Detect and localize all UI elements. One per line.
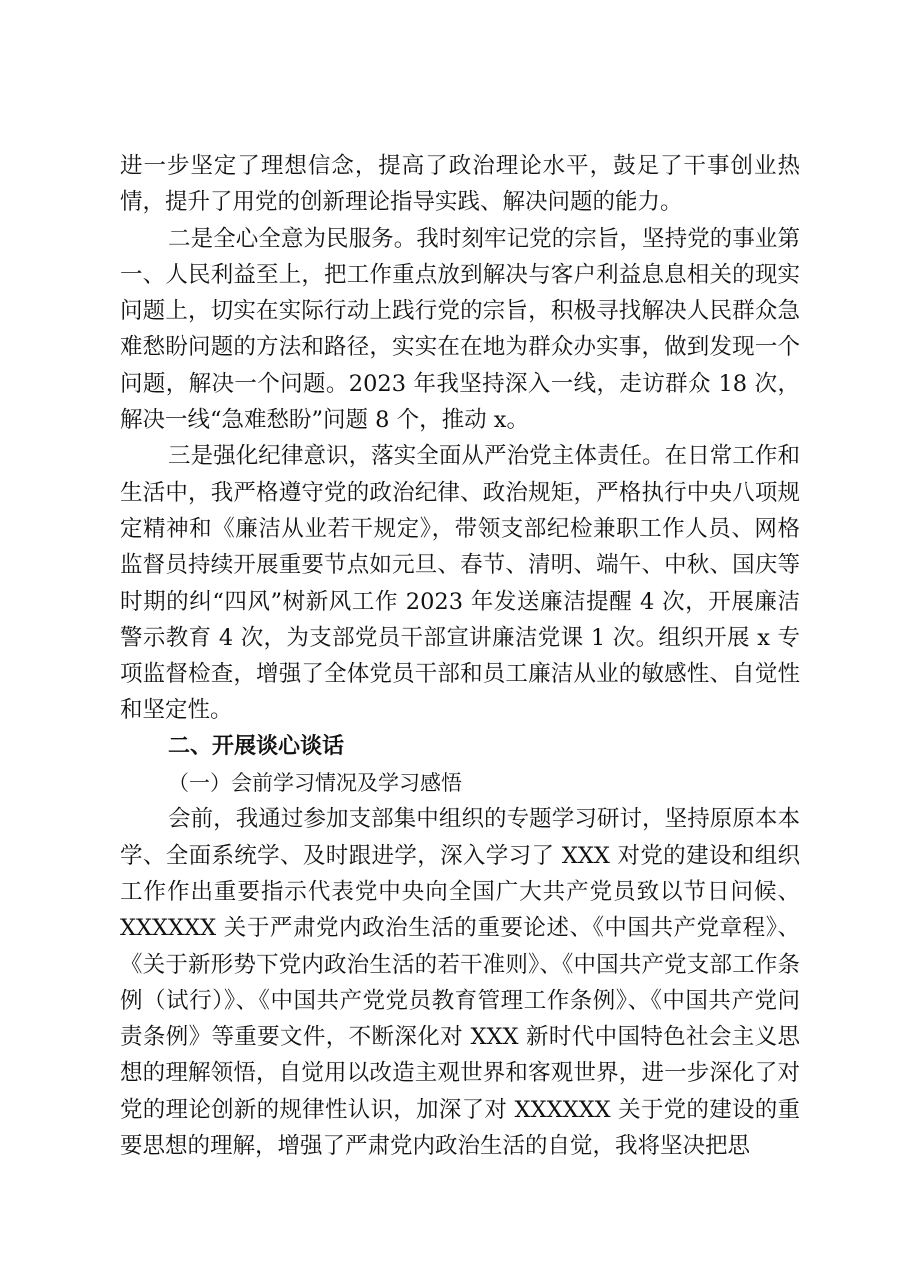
subsection-heading: （一）会前学习情况及学习感悟	[168, 771, 462, 796]
section-heading: 二、开展谈心谈话	[168, 733, 345, 759]
document-body	[120, 148, 800, 1164]
body-paragraph: 三是强化纪律意识，落实全面从严治党主体责任。在日常工作和生活中，我严格遵守党的政治纪律、政治规矩，严格执行中央八项规定精神和《廉洁从业若干规定》，带领支部纪检兼职工作人员、网格监督员持续开展重要节点如元旦、春节、清明、端午、中秋、国庆等时期的纠“四风”树新风工作 2023 年发送廉洁提醒 4 次，开展廉洁警示教育 4 次，为支部党员干部宣讲廉洁党课 1 次。组织开展 x 专项监督检查，增强了全体党员干部和员工廉洁从业的敏感性、自觉性和坚定性。	[120, 443, 800, 724]
body-paragraph: 二是全心全意为民服务。我时刻牢记党的宗旨，坚持党的事业第一、人民利益至上，把工作重点放到解决与客户利益息息相关的现实问题上，切实在实际行动上践行党的宗旨，积极寻找解决人民群众急难愁盼问题的方法和路径，实实在在地为群众办实事，做到发现一个问题，解决一个问题。2023 年我坚持深入一线，走访群众 18 次，解决一线“急难愁盼”问题 8 个，推动 x。	[120, 225, 800, 434]
body-paragraph: 进一步坚定了理想信念，提高了政治理论水平，鼓足了干事创业热情，提升了用党的创新理论指导实践、解决问题的能力。	[120, 153, 800, 216]
body-paragraph: 会前，我通过参加支部集中组织的专题学习研讨，坚持原原本本学、全面系统学、及时跟进学，深入学习了 XXX 对党的建设和组织工作作出重要指示代表党中央向全国广大共产党员致以节日问候、XXXXXX 关于严肃党内政治生活的重要论述、《中国共产党章程》、《关于新形势下党内政治生活的若干准则》、《中国共产党支部工作条例（试行）》、《中国共产党党员教育管理工作条例》、《中国共产党问责条例》等重要文件，不断深化对 XXX 新时代中国特色社会主义思想的理解领悟，自觉用以改造主观世界和客观世界，进一步深化了对党的理论创新的规律性认识，加深了对 XXXXXX 关于党的建设的重要思想的理解，增强了严肃党内政治生活的自觉，我将坚决把思	[120, 806, 800, 1160]
